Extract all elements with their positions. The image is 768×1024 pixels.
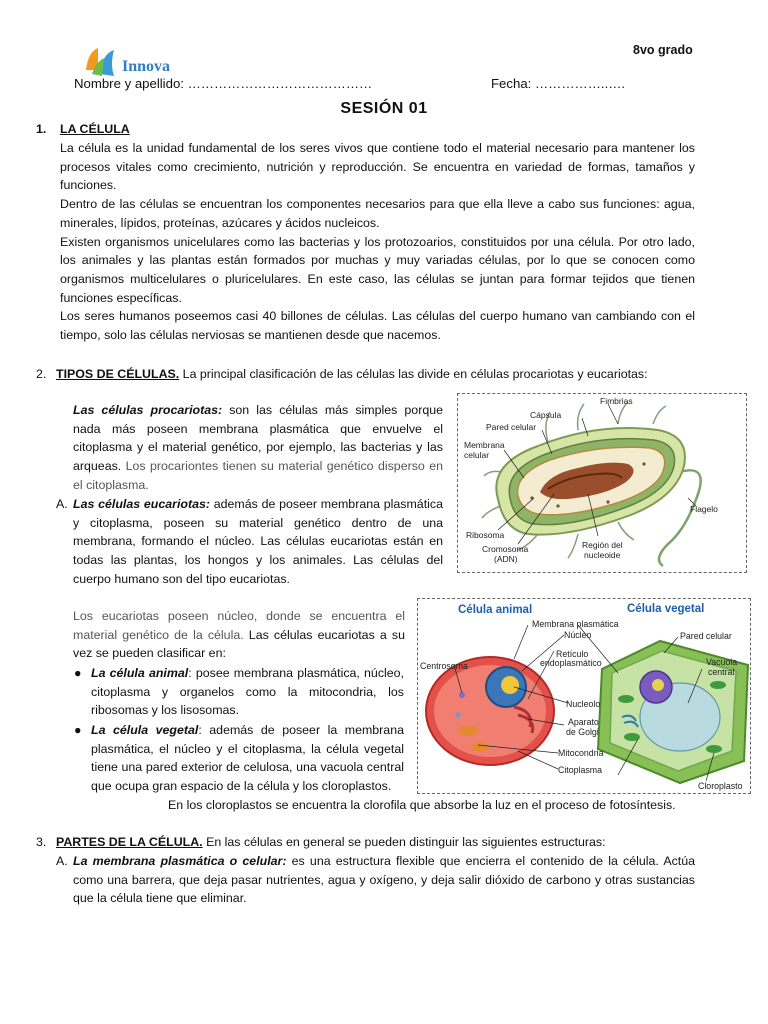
bacteria-figure [457, 393, 747, 573]
section-2-number: 2. [36, 367, 47, 381]
label-nucleus: Núcleo [564, 630, 592, 640]
cells-figure [417, 598, 751, 794]
label-fimbriae: Fimbrias [600, 396, 633, 406]
section-1-body [60, 139, 695, 345]
label-mitochondria: Mitocondria [558, 748, 604, 758]
animal-cell-item [91, 664, 404, 720]
label-nucleolus: Nucleolo [566, 699, 601, 709]
eukaryote-classification [73, 607, 405, 663]
section-3-heading [56, 833, 696, 852]
label-chromosome-line2: (ADN) [494, 554, 518, 564]
prokaryote-text: son las células más simples porque nada más poseen membrana plasmática que envuelve el citoplasma y el material genético, por ejemplo, las bacterias y las arqueas. [73, 403, 443, 474]
section-3-number: 3. [36, 835, 47, 849]
logo-text: Innova [122, 58, 171, 75]
section-3-title: PARTES DE LA CÉLULA. [56, 835, 203, 849]
label-capsule: Cápsula [530, 410, 562, 420]
label-nucleoid-line1: Región del [582, 540, 623, 550]
label-membrane-line2: celular [464, 450, 490, 460]
label-golgi-line1: Aparato [568, 717, 599, 727]
bullet-dot: ● [74, 723, 82, 737]
name-field-label: Nombre y apellido: …………………………………… [74, 76, 373, 91]
paragraph: La célula es la unidad fundamental de los seres vivos que contiene todo el material necesario para mantener los procesos vitales como crecimiento, nutrición y reproducción. Se encuentra en variedad de formas, tamaños y funciones. [60, 141, 695, 193]
label-chloroplast: Cloroplasto [698, 781, 743, 791]
label-vacuole-line1: Vacuola [706, 657, 738, 667]
section-1-number: 1. [36, 122, 47, 136]
eukaryote-marker: A. [56, 497, 68, 511]
label-membrane-line1: Membrana [464, 440, 505, 450]
label-flagellum: Flagelo [690, 504, 718, 514]
label-cell-wall: Pared celular [486, 422, 537, 432]
paragraph: Dentro de las células se encuentran los componentes necesarios para que ella lleve a cabo sus funciones: agua, minerales, lípidos, proteínas, azúcares y ácidos nucleicos. [60, 197, 695, 230]
plant-cell-term: La célula vegetal [91, 723, 199, 737]
label-ribosome: Ribosoma [466, 530, 505, 540]
label-centrosome: Centrosoma [420, 661, 468, 671]
section-1-title: LA CÉLULA [60, 122, 130, 136]
label-golgi-line2: de Golgi [566, 727, 599, 737]
prokaryote-note: Los procariontes tienen su material genético disperso en el citoplasma. [73, 459, 443, 492]
eukaryote-text: además de poseer membrana plasmática y citoplasma, poseen su material genético dentro de una membrana, formando el núcleo. Las células eucariotas están en todas las plantas, los hongos y los animales. Las células del cuerpo humano son del tipo eucariotas. [73, 497, 443, 586]
plant-cell-text-tail: En los cloroplastos se encuentra la clorofila que absorbe la luz en el proceso de fotosíntesis. [168, 798, 676, 812]
eukaryote-term: Las células eucariotas: [73, 497, 210, 511]
label-cytoplasm: Citoplasma [558, 765, 603, 775]
section-3-intro: En las células en general se pueden distinguir las siguientes estructuras: [202, 835, 606, 849]
eukaryote-classify-text: Las células eucariotas a su vez se pueden clasificar en: [73, 627, 405, 661]
cells-diagram [418, 599, 750, 793]
date-field-label: Fecha: ……………..…. [491, 76, 626, 91]
section-2-intro: La principal clasificación de las células las divide en células procariotas y eucariotas: [179, 367, 648, 381]
label-cell-wall: Pared celular [680, 631, 732, 641]
bacteria-diagram [458, 394, 746, 572]
animal-cell-term: La célula animal [91, 666, 189, 680]
animal-cell-text: : posee membrana plasmática, núcleo, citoplasma y organelos como la mitocondria, los ribosomas y los lisosomas. [91, 666, 404, 718]
eukaryote-note: Los eucariotas poseen núcleo, donde se encuentra el material genético de la célula. [73, 609, 405, 642]
plant-cell-text: : además de poseer la membrana plasmática, el núcleo y el citoplasma, la célula vegetal tiene una pared exterior de celulosa, una vacuola central que ocupa gran espacio de la célula y los cloroplastos. [91, 723, 404, 794]
paragraph: Existen organismos unicelulares como las bacterias y los protozoarios, constituidos por una célula. Por otro lado, los animales y las plantas están formados por muchas y muy variadas células, por lo que se conocen como organismos multicelulares o pluricelulares. En este caso, las células se juntan para formar tejidos que tienen funciones específicas. [60, 234, 695, 305]
section-2-title: TIPOS DE CÉLULAS. [56, 367, 180, 381]
plant-cell-title: Célula vegetal [627, 603, 705, 615]
grade-label: 8vo grado [633, 43, 693, 57]
animal-cell-title: Célula animal [458, 604, 533, 616]
membrane-text: es una estructura flexible que encierra el contenido de la célula. Actúa como una barrera, que deja pasar nutrientes, agua y oxígeno, y deja salir dióxido de carbono y otras sustancias que la célula tiene que eliminar. [73, 854, 696, 906]
item-a-marker: A. [56, 854, 68, 868]
membrane-paragraph [73, 852, 695, 908]
bullet-dot: ● [74, 666, 82, 680]
label-chromosome-line1: Cromosoma [482, 544, 529, 554]
paragraph: Los seres humanos poseemos casi 40 billones de células. Las células del cuerpo humano van cambiando con el tiempo, solo las células nerviosas se mantienen desde que nacemos. [60, 309, 695, 343]
prokaryote-paragraph [73, 401, 443, 495]
label-nucleoid-line2: nucleoide [584, 550, 621, 560]
membrane-term: La membrana plasmática o celular: [73, 854, 287, 868]
eukaryote-paragraph [73, 495, 443, 589]
label-er-line1: Retículo [556, 649, 589, 659]
section-2-heading [56, 365, 696, 384]
plant-cell-item [91, 721, 404, 796]
session-title: SESIÓN 01 [340, 100, 428, 117]
label-er-line2: endoplasmático [540, 658, 602, 668]
label-plasma-membrane: Membrana plasmática [532, 619, 619, 629]
prokaryote-term: Las células procariotas: [73, 403, 223, 417]
animal-cell-drawing [426, 657, 554, 765]
label-vacuole-line2: central [708, 667, 735, 677]
